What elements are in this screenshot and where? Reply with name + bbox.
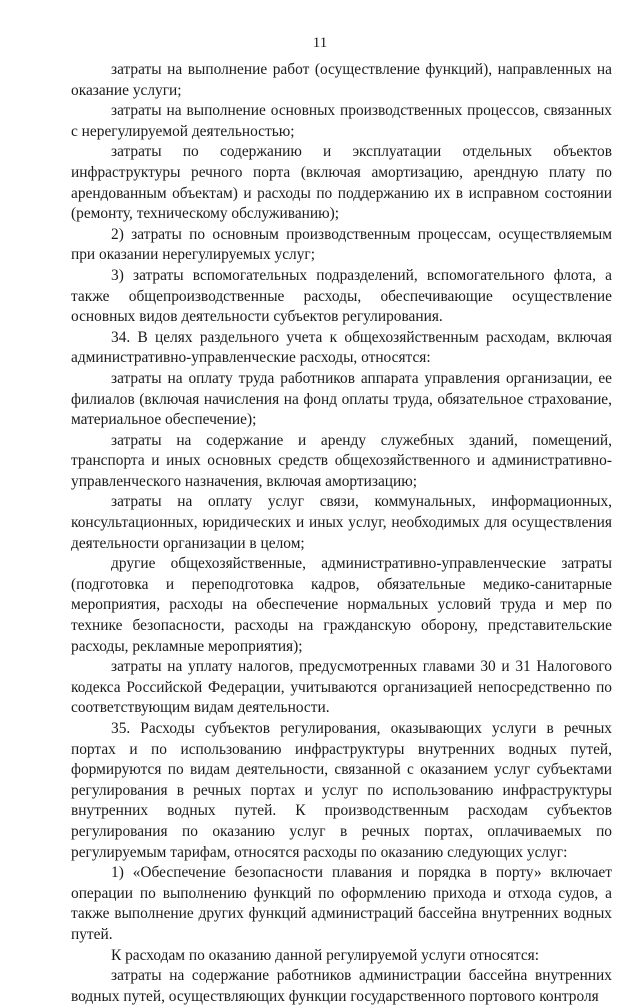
paragraph: затраты на выполнение основных производственных процессов, связанных с нерегулируемой деятельностью; <box>71 102 612 140</box>
paragraph: 1) «Обеспечение безопасности плавания и порядка в порту» включает операции по выполнению функций по оформлению прихода и отхода судов, а также выполнение других функций администраций бассейна внутренних водных путей. <box>71 864 612 943</box>
paragraph: затраты на выполнение работ (осуществление функций), направленных на оказание услуги; <box>71 61 612 99</box>
paragraph: другие общехозяйственные, административно-управленческие затраты (подготовка и переподготовка кадров, обязательные медико-санитарные мероприятия, расходы на обеспечение нормальных условий труда и мер по технике безопасности, расходы на гражданскую оборону, представительские расходы, рекламные мероприятия); <box>71 555 612 655</box>
paragraph: затраты на оплату услуг связи, коммунальных, информационных, консультационных, юридических и иных услуг, необходимых для осуществления деятельности организации в целом; <box>71 493 612 552</box>
page-number: 11 <box>312 35 328 51</box>
paragraph: затраты на содержание работников администрации бассейна внутренних водных путей, осуществляющих функции государственного портового контроля <box>71 967 612 1005</box>
paragraph: затраты на оплату труда работников аппарата управления организации, ее филиалов (включая начисления на фонд оплаты труда, обязательное страхование, материальное обеспечение); <box>71 369 612 429</box>
document-body <box>71 60 612 1007</box>
paragraph: затраты на содержание и аренду служебных зданий, помещений, транспорта и иных основных средств общехозяйственного и административно-управленческого назначения, включая амортизацию; <box>71 431 612 490</box>
paragraph: 35. Расходы субъектов регулирования, оказывающих услуги в речных портах и по использованию инфраструктуры внутренних водных путей, формируются по видам деятельности, связанной с оказанием услуг субъектами регулирования в речных портах и услуг по использованию инфраструктуры внутренних водных путей. К производственным расходам субъектов регулирования по оказанию услуг в речных портах, оплачиваемых по регулируемым тарифам, относятся расходы по оказанию следующих услуг: <box>71 720 612 861</box>
paragraph: 34. В целях раздельного учета к общехозяйственным расходам, включая административно-управленческие расходы, относятся: <box>71 328 612 367</box>
paragraph: К расходам по оказанию данной регулируемой услуги относятся: <box>111 946 540 964</box>
paragraph: затраты на уплату налогов, предусмотренных главами 30 и 31 Налогового кодекса Российской Федерации, учитываются организацией непосредственно по соответствующим видам деятельности. <box>71 658 612 717</box>
paragraph: 2) затраты по основным производственным процессам, осуществляемым при оказании нерегулируемых услуг; <box>71 225 612 264</box>
paragraph: 3) затраты вспомогательных подразделений, вспомогательного флота, а также общепроизводственные расходы, обеспечивающие осуществление основных видов деятельности субъектов регулирования. <box>71 266 612 326</box>
paragraph: затраты по содержанию и эксплуатации отдельных объектов инфраструктуры речного порта (включая амортизацию, арендную плату по арендованным объектам) и расходы по поддержанию их в исправном состоянии (ремонту, техническому обслуживанию); <box>71 143 612 223</box>
